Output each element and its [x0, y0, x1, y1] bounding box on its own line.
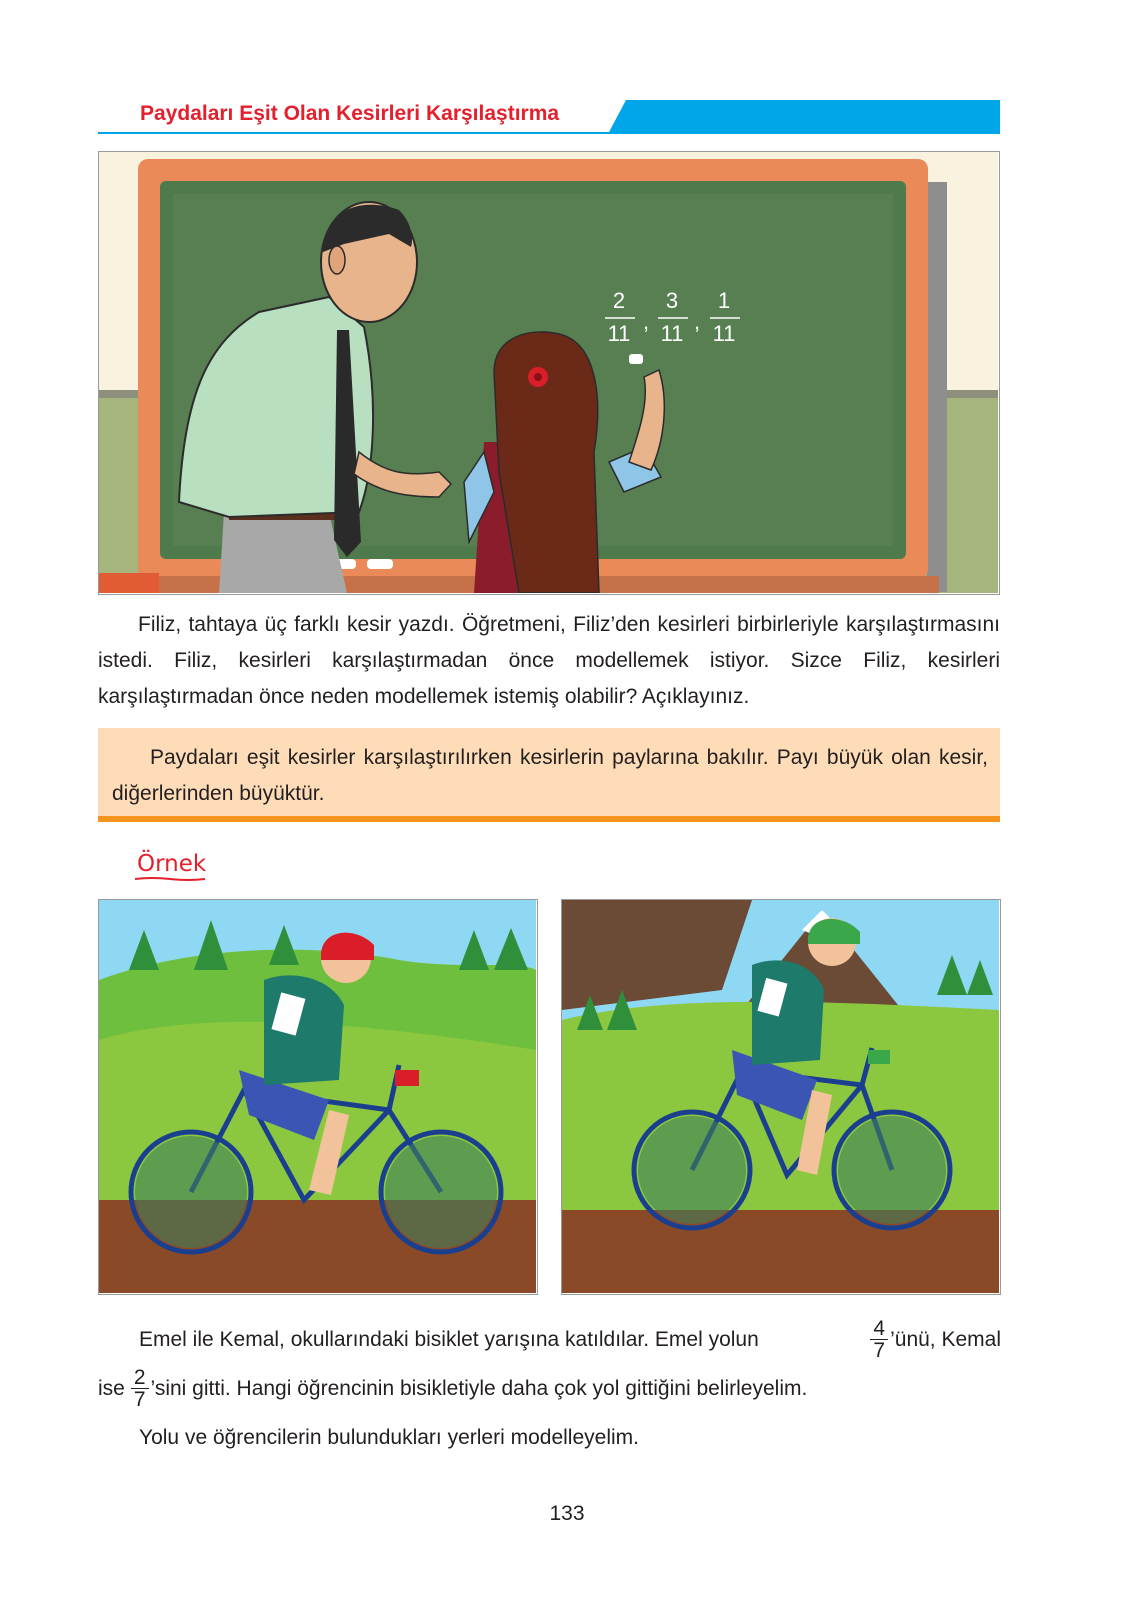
board-fraction-3-numerator: 1: [717, 288, 731, 313]
example-text-line-1-part-b: ’ünü, Kemal: [890, 1327, 1001, 1351]
board-fraction-2-numerator: 3: [665, 288, 679, 313]
classroom-illustration: [98, 151, 1000, 595]
intro-paragraph: Filiz, tahtaya üç farklı kesir yazdı. Öğretmeni, Filiz’den kesirleri birbirleriyle karşılaştırmasını istedi. Filiz, kesirleri karşılaştırmadan önce modellemek istiyor. Sizce Filiz, kesirleri karşılaştırmadan önce neden modellemek istemiş olabilir? Açıklayınız.: [98, 613, 1000, 708]
example-label-underline: [135, 877, 205, 881]
example-text-line-1: [139, 1318, 1001, 1361]
cyclist-kemal-illustration: [98, 899, 538, 1295]
example-text-line-3: Yolu ve öğrencilerin bulundukları yerleri modelleyelim.: [139, 1426, 639, 1449]
cyclist-emel-illustration: [561, 899, 1001, 1295]
example-text-line-2: ise $\frac{2}{7}$ ’sini gitti. Hangi öğrencinin bisikletiyle daha çok yol gittiğini belirleyelim.: [98, 1366, 808, 1411]
rule-text: Paydaları eşit kesirler karşılaştırılırken kesirlerin paylarına bakılır. Payı büyük olan kesir, diğerlerinden büyüktür.: [112, 746, 988, 805]
section-title: Paydaları Eşit Olan Kesirleri Karşılaştırma: [140, 102, 560, 125]
fraction-kemal: $\frac{2}{7}$: [131, 1367, 149, 1410]
board-fraction-1-numerator: 2: [612, 288, 626, 313]
board-separator: ,: [693, 309, 701, 334]
page-number: 133: [549, 1502, 585, 1525]
example-label: Örnek: [137, 851, 207, 877]
example-text-line-1-part-a: Emel ile Kemal, okullarındaki bisiklet yarışına katıldılar. Emel yolun: [139, 1327, 759, 1351]
board-separator: ,: [642, 309, 650, 334]
rule-box-underline: [98, 816, 1000, 822]
board-fraction-2-denominator: 11: [660, 321, 684, 346]
fraction-emel: $\frac{4}{7}$: [870, 1318, 888, 1361]
board-fraction-3-denominator: 11: [712, 321, 736, 346]
board-fraction-1-denominator: 11: [607, 321, 631, 346]
